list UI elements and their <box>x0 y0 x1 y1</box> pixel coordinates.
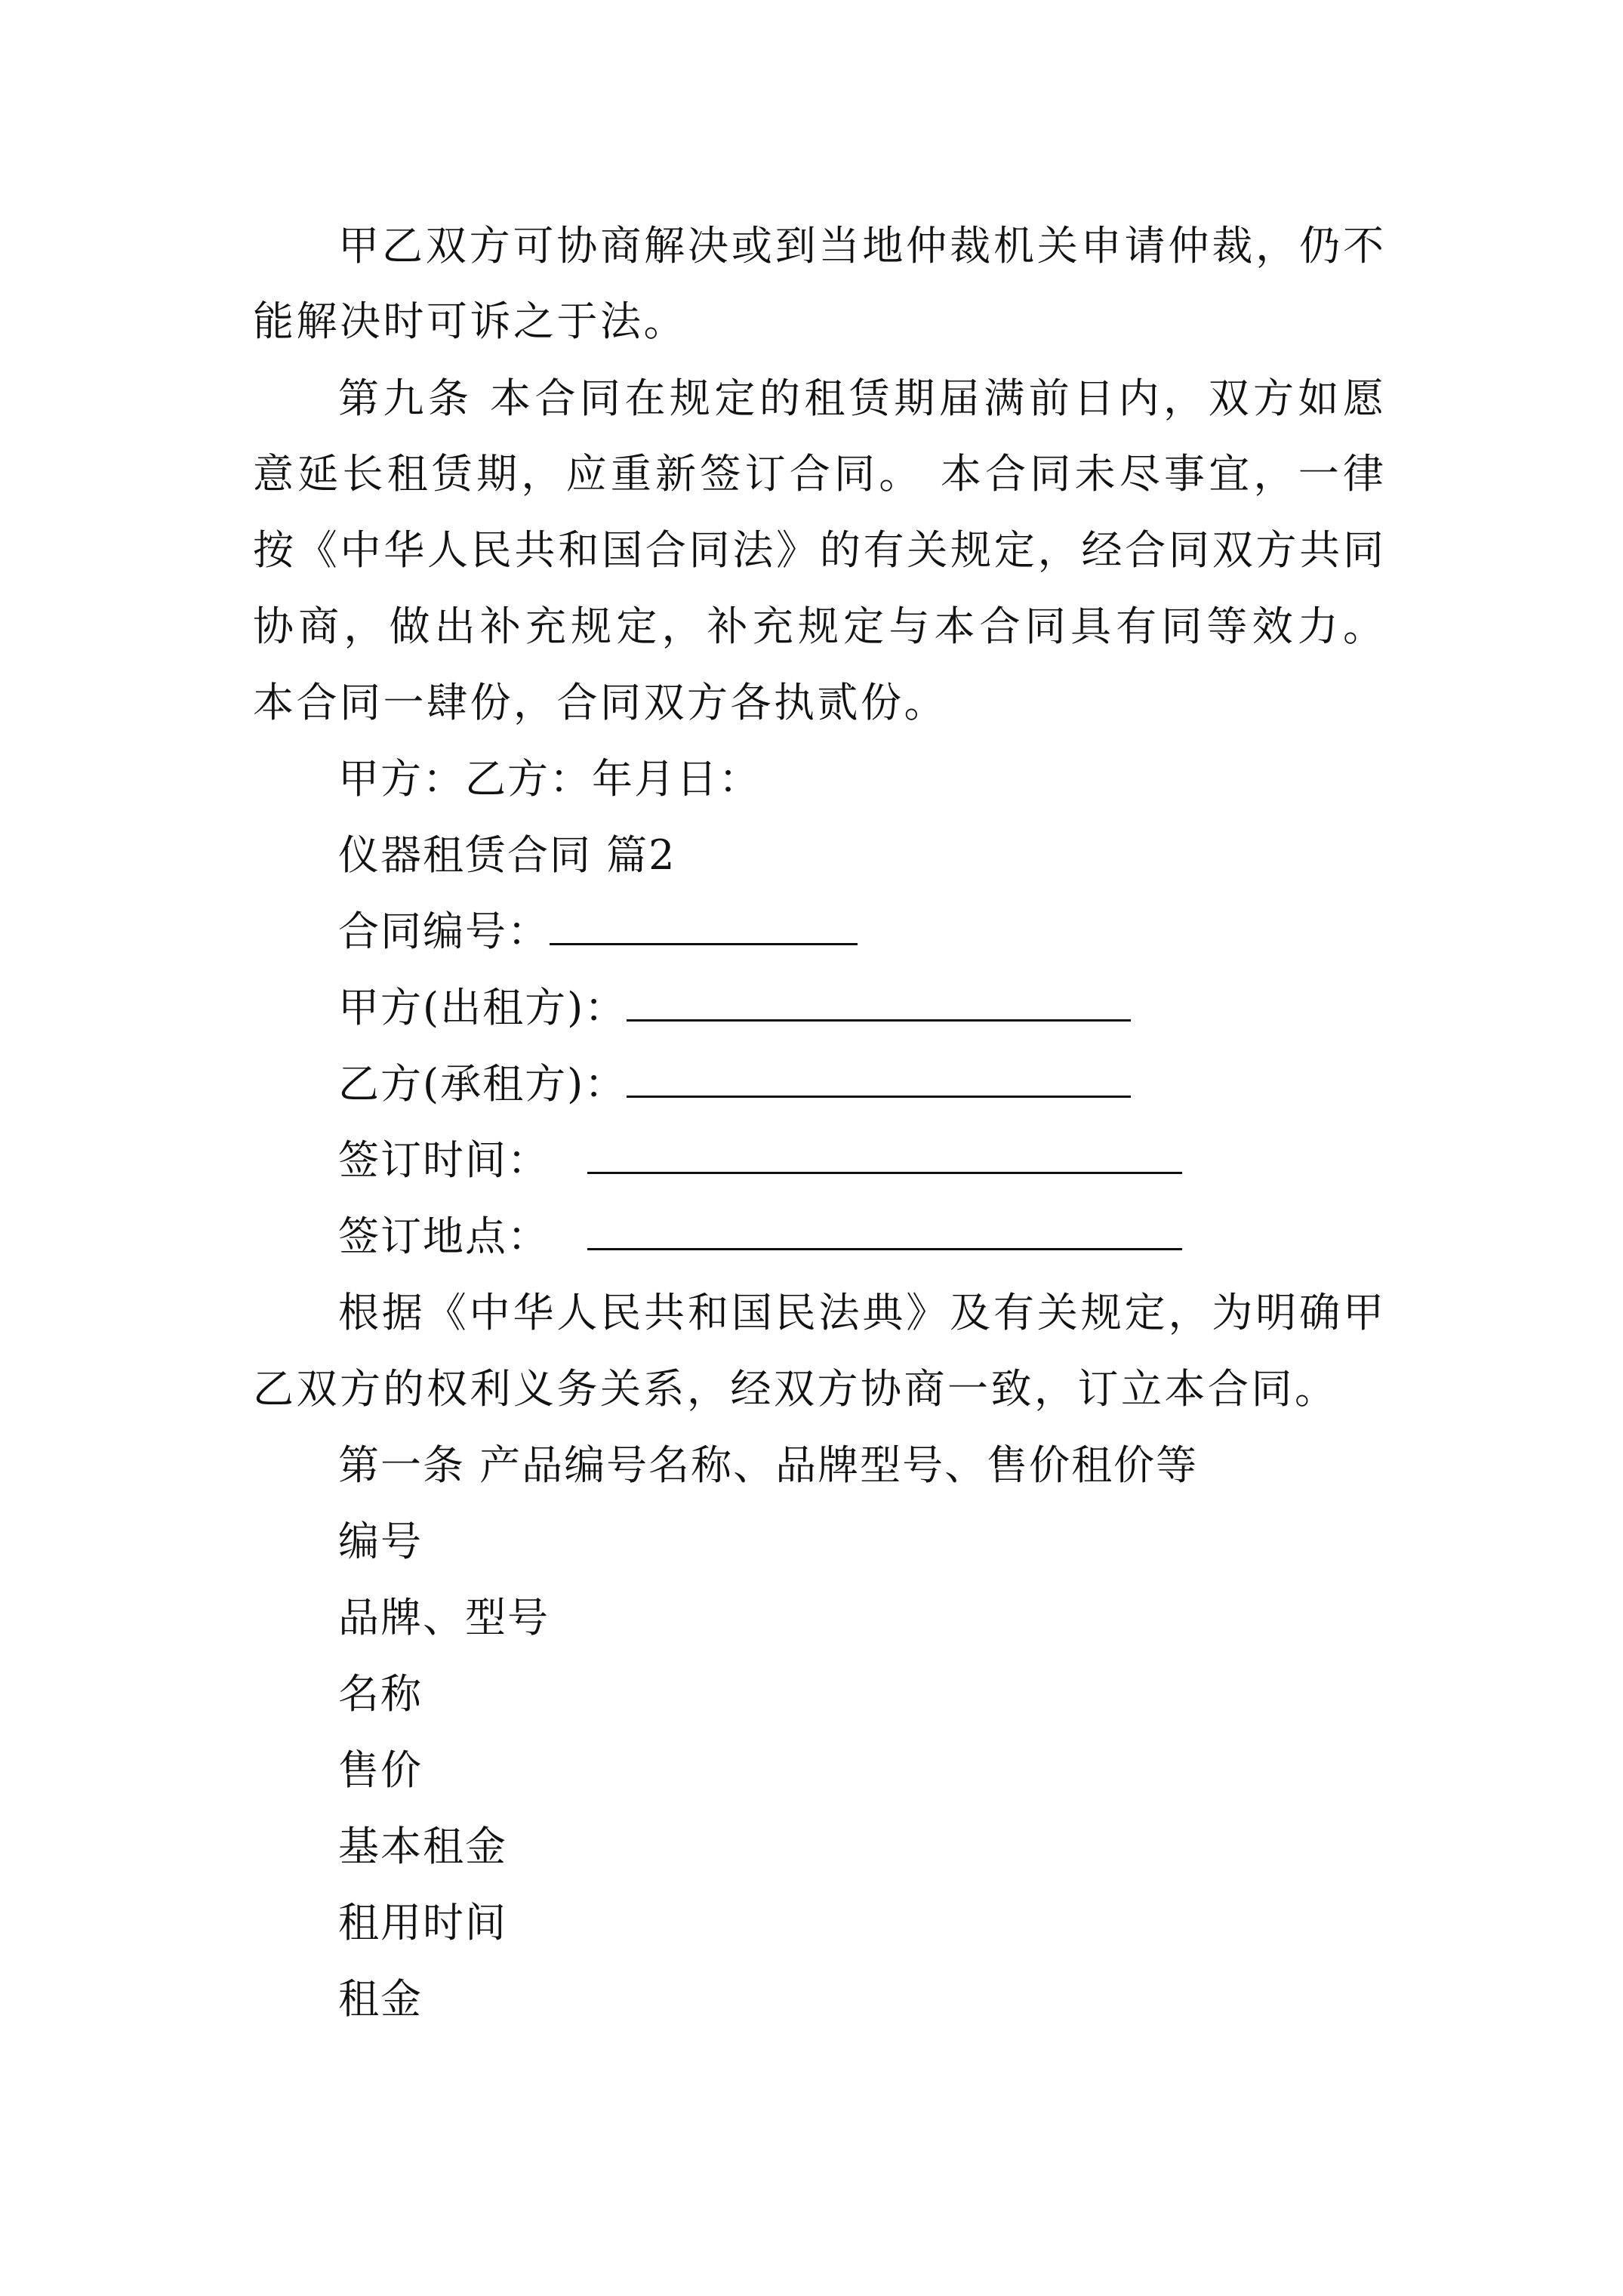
list-item: 名称 <box>338 1670 423 1718</box>
paragraph-line: 按《中华人民共和国合同法》的有关规定，经合同双方共同 <box>253 526 1385 574</box>
paragraph-line: 能解决时可诉之于法。 <box>253 297 687 345</box>
signature-line: 甲方：乙方：年月日： <box>338 755 761 803</box>
field-sign-time <box>338 1123 1182 1198</box>
blank-underline <box>587 1204 1182 1250</box>
paragraph-line: 第九条 本合同在规定的租赁期届满前日内，双方如愿 <box>338 374 1385 422</box>
field-contract-no <box>338 894 858 969</box>
paragraph-line: 本合同一肆份，合同双方各执贰份。 <box>253 679 947 726</box>
field-label: 签订地点： <box>338 1213 550 1260</box>
list-item: 品牌、型号 <box>338 1594 550 1641</box>
list-item: 租用时间 <box>338 1899 507 1946</box>
field-party-a <box>338 970 1131 1046</box>
paragraph-line: 根据《中华人民共和国民法典》及有关规定，为明确甲 <box>338 1289 1385 1336</box>
blank-underline <box>550 899 858 945</box>
paragraph-line: 意延长租赁期，应重新签订合同。 本合同未尽事宜，一律 <box>253 450 1385 498</box>
field-party-b <box>338 1046 1131 1122</box>
list-item: 售价 <box>338 1746 423 1794</box>
blank-underline <box>627 1052 1131 1098</box>
field-label: 甲方(出租方)： <box>338 984 627 1031</box>
section-title: 仪器租赁合同 篇2 <box>338 831 676 879</box>
field-sign-place <box>338 1199 1182 1274</box>
list-item: 基本租金 <box>338 1823 507 1870</box>
blank-underline <box>587 1128 1182 1174</box>
paragraph-line: 甲乙双方可协商解决或到当地仲裁机关申请仲裁，仍不 <box>338 222 1385 270</box>
paragraph-line: 乙双方的权利义务关系，经双方协商一致，订立本合同。 <box>253 1365 1338 1413</box>
article-title: 第一条 产品编号名称、品牌型号、售价租价等 <box>338 1441 1199 1489</box>
list-item: 编号 <box>338 1518 423 1565</box>
paragraph-line: 协商，做出补充规定，补充规定与本合同具有同等效力。 <box>253 603 1385 650</box>
blank-underline <box>627 975 1131 1022</box>
field-label: 乙方(承租方)： <box>338 1060 627 1108</box>
field-label: 签订时间： <box>338 1136 550 1184</box>
list-item: 租金 <box>338 1975 423 2023</box>
field-label: 合同编号： <box>338 908 550 955</box>
